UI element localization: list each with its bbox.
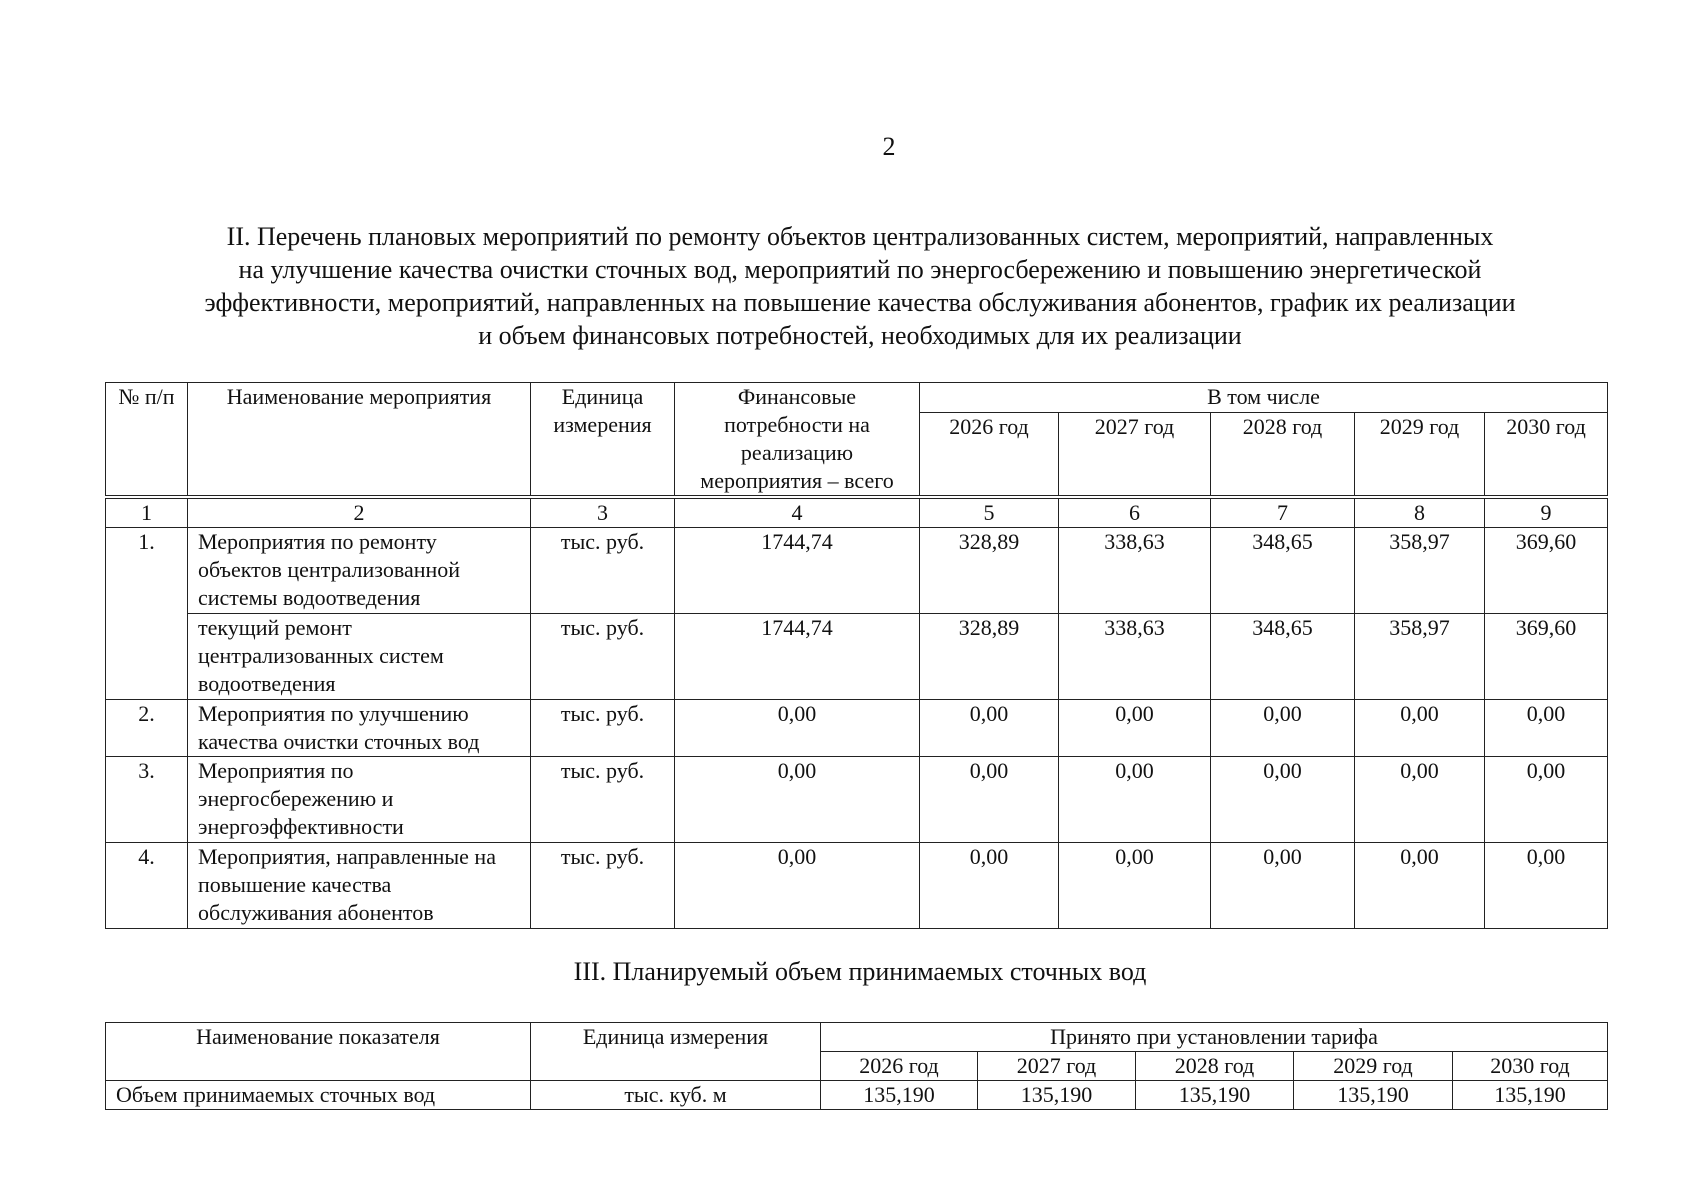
header-year: 2027 год <box>1059 412 1211 497</box>
row-year-value: 0,00 <box>1355 843 1485 929</box>
table-row <box>106 757 1608 843</box>
row-year-value: 358,97 <box>1355 614 1485 700</box>
row-year-value: 338,63 <box>1059 528 1211 614</box>
row-year-value: 0,00 <box>920 700 1059 757</box>
column-number: 2 <box>188 497 531 528</box>
header-num: № п/п <box>106 383 188 498</box>
row-year-value: 0,00 <box>920 843 1059 929</box>
row-year-value: 0,00 <box>1211 757 1355 843</box>
row-indicator: Объем принимаемых сточных вод <box>106 1081 531 1110</box>
row-index: 4. <box>106 843 188 929</box>
row-index: 3. <box>106 757 188 843</box>
column-number: 7 <box>1211 497 1355 528</box>
row-name: Мероприятия, направленные на повышение качества обслуживания абонентов <box>188 843 531 929</box>
column-number: 9 <box>1485 497 1608 528</box>
row-total: 1744,74 <box>675 528 920 614</box>
row-year-value: 0,00 <box>1355 757 1485 843</box>
header-year: 2030 год <box>1485 412 1608 497</box>
row-year-value: 0,00 <box>1485 843 1608 929</box>
header-year: 2026 год <box>920 412 1059 497</box>
row-unit: тыс. руб. <box>531 757 675 843</box>
row-year-value: 348,65 <box>1211 614 1355 700</box>
section-2-title-line: и объем финансовых потребностей, необходимых для их реализации <box>478 321 1242 350</box>
section-2-title <box>110 220 1610 352</box>
row-year-value: 0,00 <box>1355 700 1485 757</box>
row-unit: тыс. руб. <box>531 614 675 700</box>
row-unit: тыс. руб. <box>531 843 675 929</box>
row-unit: тыс. куб. м <box>531 1081 821 1110</box>
header-year: 2030 год <box>1453 1052 1608 1081</box>
header-year: 2027 год <box>978 1052 1136 1081</box>
row-unit: тыс. руб. <box>531 528 675 614</box>
header-indicator: Наименование показателя <box>106 1023 531 1081</box>
header-name: Наименование мероприятия <box>188 383 531 498</box>
table-row <box>106 843 1608 929</box>
header-including: В том числе <box>920 383 1608 413</box>
row-year-value: 135,190 <box>1136 1081 1294 1110</box>
row-total: 0,00 <box>675 700 920 757</box>
table-row <box>106 528 1608 614</box>
page-number: 2 <box>882 132 896 161</box>
row-name: Мероприятия по энергосбережению и энергоэффективности <box>188 757 531 843</box>
row-year-value: 369,60 <box>1485 614 1608 700</box>
header-year: 2028 год <box>1211 412 1355 497</box>
header-year: 2028 год <box>1136 1052 1294 1081</box>
row-unit: тыс. руб. <box>531 700 675 757</box>
table-row <box>106 1081 1608 1110</box>
column-number: 3 <box>531 497 675 528</box>
row-year-value: 369,60 <box>1485 528 1608 614</box>
row-year-value: 0,00 <box>1485 700 1608 757</box>
column-number: 4 <box>675 497 920 528</box>
row-year-value: 135,190 <box>1294 1081 1453 1110</box>
row-year-value: 328,89 <box>920 528 1059 614</box>
row-year-value: 0,00 <box>1059 700 1211 757</box>
row-year-value: 135,190 <box>1453 1081 1608 1110</box>
column-number: 6 <box>1059 497 1211 528</box>
table-row <box>106 614 1608 700</box>
row-year-value: 348,65 <box>1211 528 1355 614</box>
row-index: 1. <box>106 528 188 700</box>
section-2-title-line: эффективности, мероприятий, направленных на повышение качества обслуживания абонентов, график их реализации <box>204 288 1516 317</box>
header-total: Финансовые потребности на реализацию мероприятия – всего <box>675 383 920 498</box>
row-total: 0,00 <box>675 843 920 929</box>
row-year-value: 135,190 <box>978 1081 1136 1110</box>
row-year-value: 0,00 <box>1059 757 1211 843</box>
row-total: 1744,74 <box>675 614 920 700</box>
row-year-value: 358,97 <box>1355 528 1485 614</box>
column-number: 1 <box>106 497 188 528</box>
header-unit: Единица измерения <box>531 1023 821 1081</box>
measures-table <box>105 382 1608 929</box>
header-unit: Единица измерения <box>531 383 675 498</box>
row-year-value: 0,00 <box>920 757 1059 843</box>
section-2-title-line: II. Перечень плановых мероприятий по ремонту объектов централизованных систем, мероприятий, направленных <box>226 222 1494 251</box>
table-row <box>106 700 1608 757</box>
header-year: 2026 год <box>821 1052 978 1081</box>
row-year-value: 338,63 <box>1059 614 1211 700</box>
header-year: 2029 год <box>1294 1052 1453 1081</box>
column-number: 5 <box>920 497 1059 528</box>
column-number: 8 <box>1355 497 1485 528</box>
row-name: текущий ремонт централизованных систем водоотведения <box>188 614 531 700</box>
row-year-value: 0,00 <box>1485 757 1608 843</box>
row-year-value: 328,89 <box>920 614 1059 700</box>
volume-table <box>105 1022 1608 1110</box>
row-name: Мероприятия по ремонту объектов централизованной системы водоотведения <box>188 528 531 614</box>
row-year-value: 0,00 <box>1211 843 1355 929</box>
row-index: 2. <box>106 700 188 757</box>
header-accepted: Принято при установлении тарифа <box>821 1023 1608 1052</box>
header-year: 2029 год <box>1355 412 1485 497</box>
row-total: 0,00 <box>675 757 920 843</box>
row-year-value: 0,00 <box>1211 700 1355 757</box>
section-3-title: III. Планируемый объем принимаемых сточных вод <box>573 957 1147 986</box>
row-year-value: 135,190 <box>821 1081 978 1110</box>
row-name: Мероприятия по улучшению качества очистки сточных вод <box>188 700 531 757</box>
section-2-title-line: на улучшение качества очистки сточных вод, мероприятий по энергосбережению и повышению энергетической <box>238 255 1482 284</box>
row-year-value: 0,00 <box>1059 843 1211 929</box>
